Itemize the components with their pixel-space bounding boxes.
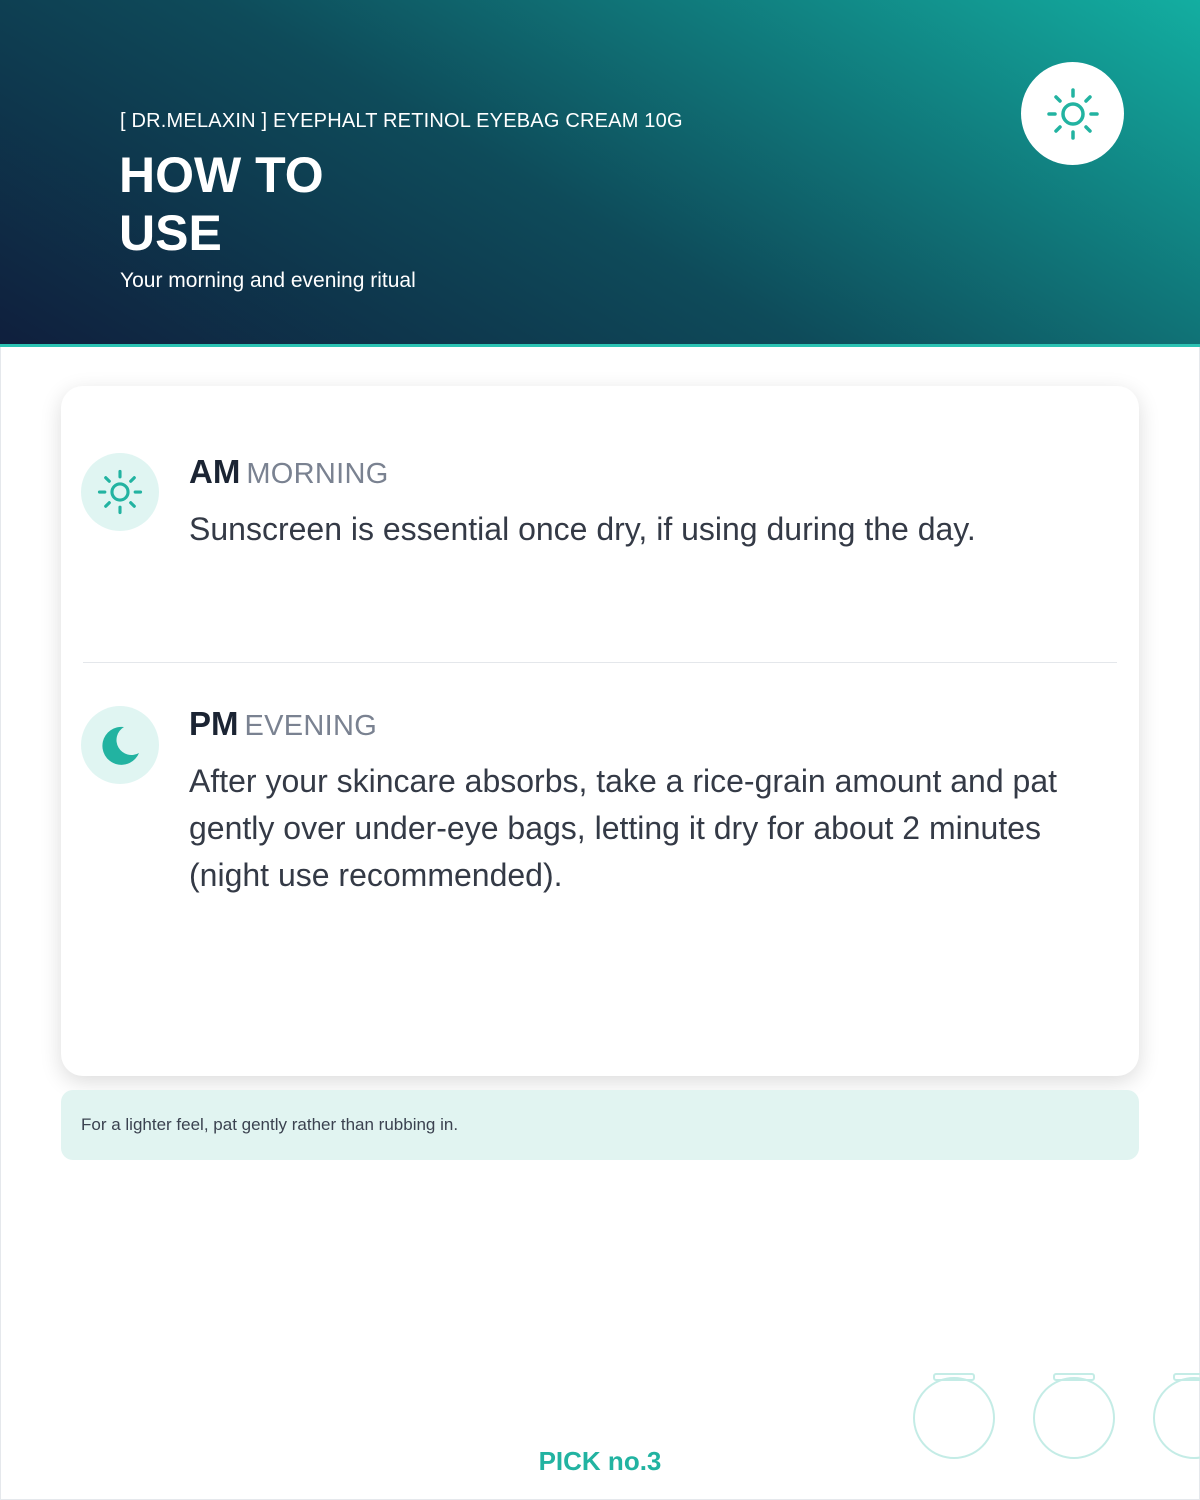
sun-icon <box>95 467 145 517</box>
page-title <box>119 146 324 262</box>
page-title-line1: HOW TO <box>119 147 324 203</box>
header-banner <box>0 0 1200 344</box>
am-icon-badge <box>81 453 159 531</box>
usage-card <box>61 386 1139 1076</box>
sun-icon <box>1045 86 1101 142</box>
am-step-name: MORNING <box>246 458 389 490</box>
pm-icon-badge <box>81 706 159 784</box>
product-name: [ DR.MELAXIN ] EYEPHALT RETINOL EYEBAG CREAM 10G <box>120 110 683 132</box>
page-title-line2: USE <box>119 205 222 261</box>
pm-step-code: PM <box>189 705 239 742</box>
pick-label: PICK no.3 <box>538 1446 662 1476</box>
pm-step-name: EVENING <box>244 710 378 742</box>
am-step-code: AM <box>189 453 241 490</box>
am-step-text: Sunscreen is essential once dry, if using during the day. <box>189 511 976 547</box>
header-accent-line <box>0 344 1200 347</box>
pm-step-heading <box>189 705 377 743</box>
pm-step-text: After your skincare absorbs, take a rice-grain amount and pat gently over under-eye bags, letting it dry for about 2 minutes (night use recommended). <box>189 763 1057 893</box>
moon-icon <box>94 719 146 771</box>
am-step-heading <box>189 453 389 491</box>
header-sun-badge <box>1021 62 1124 165</box>
tip-box <box>61 1090 1139 1160</box>
tip-text: For a lighter feel, pat gently rather than rubbing in. <box>81 1115 459 1134</box>
page-subtitle: Your morning and evening ritual <box>120 269 416 292</box>
step-divider <box>83 662 1117 663</box>
